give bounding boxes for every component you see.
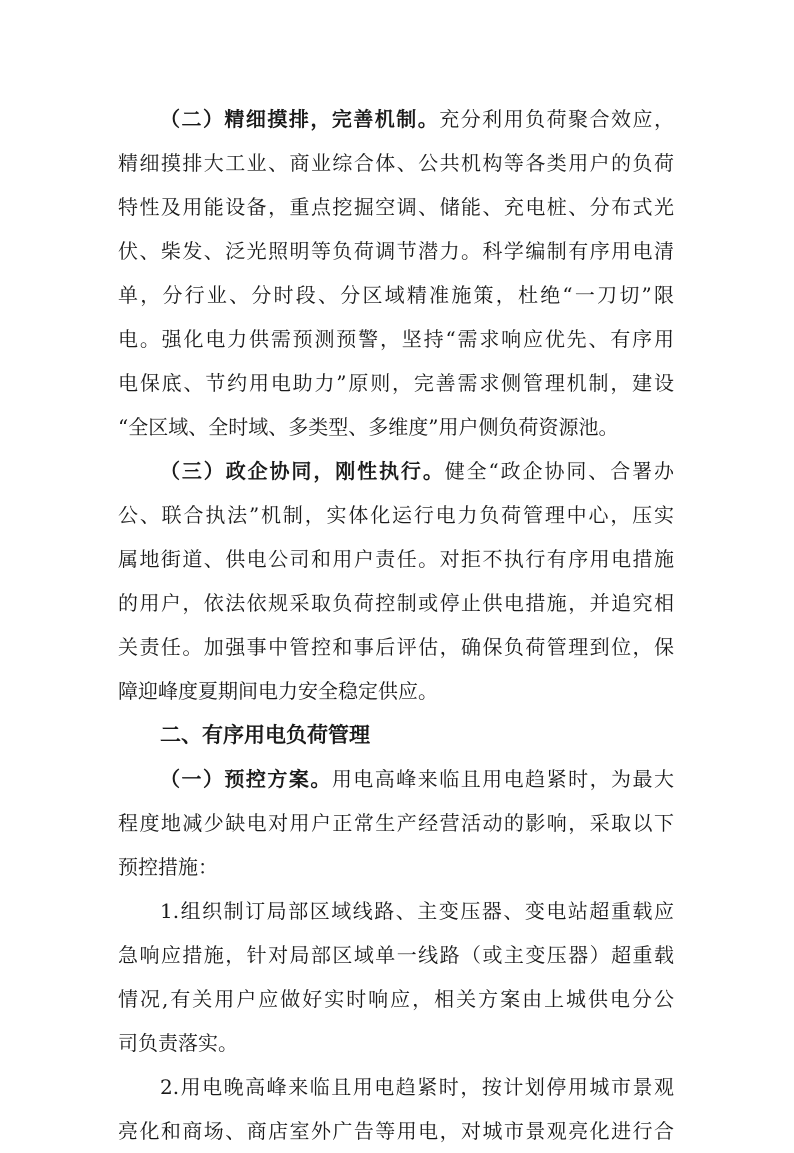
item1-line-3: 情况,有关用户应做好实时响应，相关方案由上城供电分公	[118, 987, 674, 1011]
para3-heading: （三）政企协同，刚性执行。	[160, 459, 445, 483]
para2-line-1	[160, 97, 674, 141]
section-heading: 二、有序用电负荷管理	[160, 723, 370, 747]
sub1-line-1	[160, 757, 674, 801]
para2-line-2: 精细摸排大工业、商业综合体、公共机构等各类用户的负荷	[118, 151, 674, 175]
item1-line-4: 司负责落实。	[118, 1031, 238, 1055]
para2-heading: （二）精细摸排，完善机制。	[160, 107, 440, 131]
para2-line-3: 特性及用能设备，重点挖掘空调、储能、充电桩、分布式光	[118, 195, 674, 219]
para2-line-4: 伏、柴发、泛光照明等负荷调节潜力。科学编制有序用电清	[118, 239, 674, 263]
para2-text: 充分利用负荷聚合效应，	[439, 107, 675, 131]
sub1-text: 用电高峰来临且用电趋紧时，为最大	[331, 767, 675, 791]
para3-line-4: 的用户，依法依规采取负荷控制或停止供电措施，并追究相	[118, 591, 674, 615]
item1-line-1: 1.组织制订局部区域线路、主变压器、变电站超重载应	[160, 899, 674, 923]
item2-line-1: 2.用电晚高峰来临且用电趋紧时，按计划停用城市景观	[160, 1075, 674, 1099]
para3-text: 健全“政企协同、合署办	[444, 459, 675, 483]
sub1-line-3: 预控措施：	[118, 855, 218, 879]
sub1-heading: （一）预控方案。	[160, 767, 332, 791]
para2-line-6: 电。强化电力供需预测预警，坚持“需求响应优先、有序用	[118, 327, 674, 351]
para2-line-8: “全区域、全时域、多类型、多维度”用户侧负荷资源池。	[118, 415, 619, 439]
item1-line-2: 急响应措施，针对局部区域单一线路（或主变压器）超重载	[118, 943, 674, 967]
para3-line-1	[160, 449, 674, 493]
para3-line-2: 公、联合执法”机制，实体化运行电力负荷管理中心，压实	[118, 503, 674, 527]
sub1-line-2: 程度地减少缺电对用户正常生产经营活动的影响，采取以下	[118, 811, 674, 835]
para3-line-6: 障迎峰度夏期间电力安全稳定供应。	[118, 679, 438, 703]
para3-line-5: 关责任。加强事中管控和事后评估，确保负荷管理到位，保	[118, 635, 674, 659]
para2-line-5: 单，分行业、分时段、分区域精准施策，杜绝“一刀切”限	[118, 283, 674, 307]
item2-line-2: 亮化和商场、商店室外广告等用电，对城市景观亮化进行合	[118, 1119, 674, 1143]
para2-line-7: 电保底、节约用电助力”原则，完善需求侧管理机制，建设	[118, 371, 674, 395]
para3-line-3: 属地街道、供电公司和用户责任。对拒不执行有序用电措施	[118, 547, 674, 571]
